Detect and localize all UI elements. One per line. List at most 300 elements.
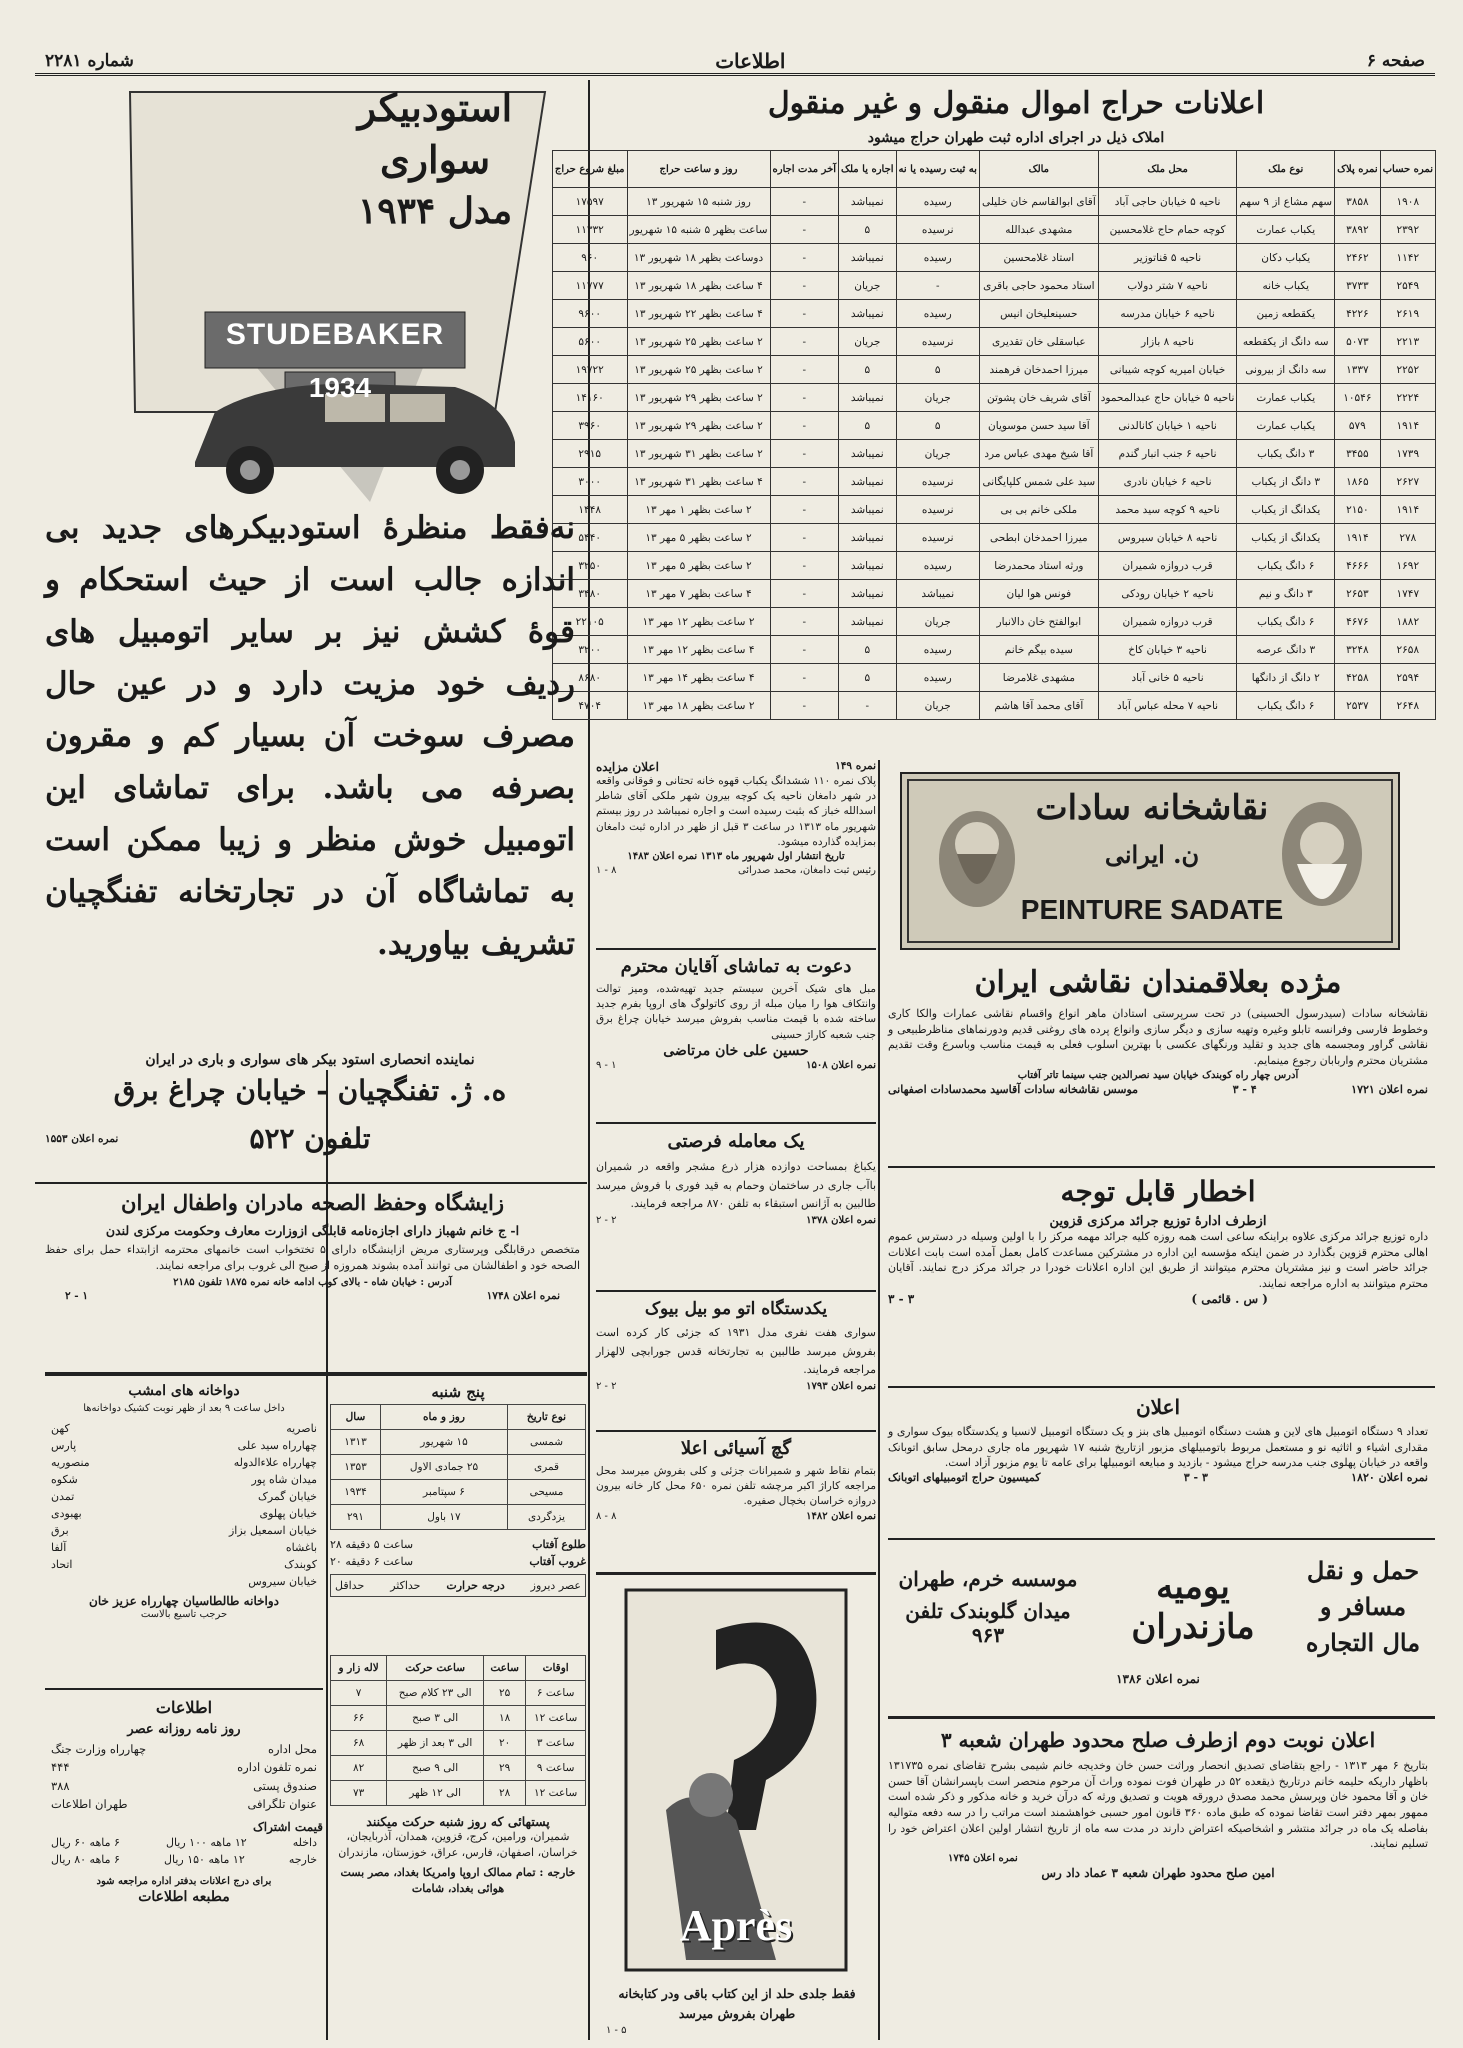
table-cell: نمیباشد <box>839 384 897 412</box>
cars-notice-no: نمره اعلان ۱۸۲۰ <box>1351 1470 1428 1484</box>
auction-table <box>552 150 1436 720</box>
trains-col-header: اوقات <box>526 1656 586 1681</box>
book-text: فقط جلدی حلد از این کتاب باقی ودر کتابخانه طهران بفروش میرسد <box>618 1986 856 2021</box>
maternity-num: ۱ - ۲ <box>65 1289 88 1302</box>
table-cell: نرسیده <box>896 496 979 524</box>
pharmacy-location: خیابان سیروس <box>248 1575 317 1589</box>
table-cell: رسیده <box>896 636 979 664</box>
pharmacy-footer2: حرجب تاسیع بالاست <box>140 1609 228 1621</box>
table-row <box>552 636 1435 664</box>
table-cell: ۲ ساعت بظهر ۱ مهر ۱۳ <box>627 496 770 524</box>
transport-notice: نمره اعلان ۱۳۸۶ <box>1116 1672 1200 1686</box>
cars-body: تعداد ۹ دستگاه اتومبیل های لاین و هشت دستگاه اتومبیل های بنز و یک دستگاه اتومبیل لانسیا و یکدستگاه بیوک سواری و مقداری اشیاء و اثاثیه نو و مستعمل مربوط باتومبیلهای مزبور ازتاریخ شنبه ۱۷ شهریور ماه جاری درمحل سابق اتوبانک واقعه در خیابان پهلوی جنب مدرسه حراج میشود - بازدید و مبایعه اتومبیلها برای عامه تا یوم مزبور آزاد است. <box>888 1425 1429 1470</box>
table-cell: ۲ ساعت بظهر ۲۵ شهریور ۱۳ <box>627 328 770 356</box>
table-cell: یکباب عمارت <box>1237 412 1335 440</box>
table-row <box>552 524 1435 552</box>
table-cell: ۱۱۴۲ <box>1380 244 1435 272</box>
table-cell: ۳۸۵۸ <box>1335 188 1381 216</box>
table-cell: ۴ ساعت بظهر ۷ مهر ۱۳ <box>627 580 770 608</box>
post-title: پستهائی که روز شنبه حرکت میکنند <box>366 1814 550 1829</box>
pharmacy-title: دواخانه های امشب <box>128 1383 240 1399</box>
studebaker-body: نه‌فقط منظرهٔ استودبیکرهای جدید بی اندازه جالب است از حیث استحکام و قوهٔ کشش نیز بر سایر اتومبیل های ردیف خود مزیت دارد و در عین حال مصرف سوخت آن بسیار کم و مقرون بصرفه می باشد. برای تماشای این اتومبیل خوش منظر و زیبا ممکن است به تماشاگاه آن در تجارتخانه تفنگچیان تشریف بیاورید. <box>45 510 575 962</box>
table-cell: ۷ <box>331 1681 387 1706</box>
table-cell: سه دانگ از بیرونی <box>1237 356 1335 384</box>
table-cell: ناحیه ۵ خیابان حاجی آباد <box>1098 188 1237 216</box>
auction-col-header: مالک <box>979 151 1098 188</box>
table-cell: ۳۴۸۰ <box>552 580 627 608</box>
table-cell: ملکی خانم بی بی <box>979 496 1098 524</box>
page-header <box>35 48 1435 76</box>
table-cell: نمیباشد <box>839 524 897 552</box>
table-cell: ۲۹۱ <box>331 1505 381 1530</box>
table-cell: رسیده <box>896 244 979 272</box>
sadat-address: آدرس چهار راه کوبندک خیابان سید نصرالدین جنب سینما تاتر آفتاب <box>1017 1069 1299 1081</box>
warning-subtitle: ازطرف ادارهٔ توزیع جرائد مرکزی قزوین <box>1049 1214 1267 1229</box>
table-cell: سید علی شمس کلپایگانی <box>979 468 1098 496</box>
sale-body: پلاک نمره ۱۱۰ ششدانگ یکباب قهوه خانه تحتانی و فوقانی واقعه در شهر دامغان ناحیه یک کوچه بیرون شهر ملکی آقای شاطر اسدالله خباز که بثبت رسیده است و اجاره نمیباشد در روز بیستم شهریور ماه ۱۳۱۳ در ساعت ۳ قبل از ظهر در اداره ثبت دامغان بمزایده گذارده میشود. <box>596 775 876 848</box>
table-row <box>552 468 1435 496</box>
table-cell: ۱۵ شهریور <box>380 1430 507 1455</box>
table-cell: نمیباشد <box>839 300 897 328</box>
list-item <box>45 1437 323 1454</box>
book-ad <box>606 1580 868 2040</box>
plaster-ad <box>596 1434 876 1569</box>
table-cell: ناحیه ۸ خیابان سیروس <box>1098 524 1237 552</box>
info-value: ۳۸۸ <box>51 1778 70 1793</box>
logo-text: STUDEBAKER <box>225 318 445 351</box>
table-cell: ۶ دانگ یکباب <box>1237 608 1335 636</box>
transport-ad <box>888 1542 1428 1712</box>
deal-ad <box>596 1126 876 1286</box>
info-label: صندوق پستی <box>253 1778 317 1793</box>
list-item <box>45 1505 323 1522</box>
list-item <box>51 1834 317 1852</box>
table-cell: دوساعت بظهر ۱۸ شهریور ۱۳ <box>627 244 770 272</box>
buick-num: ۲ - ۲ <box>596 1381 617 1393</box>
table-cell: جریان <box>896 440 979 468</box>
pharmacy-name: شکوه <box>51 1473 78 1487</box>
auction-col-header: نوع ملک <box>1237 151 1335 188</box>
table-cell: کوچه حمام حاج غلامحسین <box>1098 216 1237 244</box>
table-cell: ۲۵ جمادی الاول <box>380 1455 507 1480</box>
table-cell: ۲۸ <box>483 1781 525 1806</box>
table-cell: ۲۷۸ <box>1380 524 1435 552</box>
table-cell: ۴ ساعت بظهر ۱۲ مهر ۱۳ <box>627 636 770 664</box>
table-cell: حسینعلیخان انیس <box>979 300 1098 328</box>
cars-notice <box>888 1390 1428 1540</box>
table-cell: ۶۶ <box>331 1706 387 1731</box>
court-title: اعلان نوبت دوم ازطرف صلح محدود طهران شعبه ۳ <box>940 1728 1376 1752</box>
pharmacy-name: منصوریه <box>51 1456 90 1470</box>
pharmacy-location: میدان شاه پور <box>251 1473 317 1487</box>
subscription-cell: ۶ ماهه ۸۰ ریال <box>51 1853 120 1867</box>
table-cell: الی ۳ صبح <box>387 1706 484 1731</box>
table-row <box>552 412 1435 440</box>
ettelaat-title: اطلاعات <box>155 1698 213 1717</box>
pharmacy-location: چهارراه سید علی <box>237 1439 317 1453</box>
cars-title: اعلان <box>1135 1395 1181 1419</box>
list-item <box>45 1454 323 1471</box>
temp-label: درجه حرارت <box>446 1579 505 1593</box>
table-cell: ۱۷۳۹ <box>1380 440 1435 468</box>
table-cell: ۴۲۵۸ <box>1335 664 1381 692</box>
table-cell: ورثه استاد محمدرضا <box>979 552 1098 580</box>
table-cell: - <box>770 440 839 468</box>
table-cell: - <box>896 272 979 300</box>
table-cell: ۵ <box>839 356 897 384</box>
table-cell: شمسی <box>508 1430 586 1455</box>
table-cell: ۲ ساعت بظهر ۵ مهر ۱۳ <box>627 552 770 580</box>
table-cell: ۱۹۰۸ <box>1380 188 1435 216</box>
table-cell: - <box>770 496 839 524</box>
table-cell: جریان <box>896 692 979 720</box>
table-cell: ۶ دانگ یکباب <box>1237 692 1335 720</box>
table-cell: ۳۸۹۲ <box>1335 216 1381 244</box>
table-cell: ۲۲۱۳ <box>1380 328 1435 356</box>
info-value: ۴۴۴ <box>51 1760 70 1775</box>
table-row <box>552 328 1435 356</box>
list-item <box>51 1851 317 1869</box>
table-cell: ۲۹ <box>483 1756 525 1781</box>
table-cell: - <box>770 244 839 272</box>
trains-col-header: ساعت <box>483 1656 525 1681</box>
studebaker-year: 1934 <box>308 372 372 403</box>
almanac-box <box>330 1380 586 1650</box>
pharmacy-name: برق <box>51 1524 69 1538</box>
table-cell: ۳۲۰۰ <box>552 636 627 664</box>
table-cell: ۲۶۴۸ <box>1380 692 1435 720</box>
table-cell: ۱۹۳۴ <box>331 1480 381 1505</box>
table-cell: نمیباشد <box>839 188 897 216</box>
ettelaat-footer: برای درج اعلانات بدفتر اداره مراجعه شود <box>96 1875 272 1887</box>
table-cell: ۹۶۰ <box>552 244 627 272</box>
table-cell: ۵ <box>896 412 979 440</box>
table-cell: جریان <box>896 384 979 412</box>
table-cell: ناحیه ۵ قناتوزیر <box>1098 244 1237 272</box>
auction-col-header: روز و ساعت حراج <box>627 151 770 188</box>
table-cell: ۵ <box>839 636 897 664</box>
pharmacy-location: کوبندک <box>284 1558 317 1572</box>
sadat-banner <box>900 772 1400 950</box>
table-cell: رسیده <box>896 552 979 580</box>
table-cell: یکباب عمارت <box>1237 384 1335 412</box>
ettelaat-footer2: مطبعه اطلاعات <box>138 1888 230 1905</box>
table-cell: ۵ <box>839 216 897 244</box>
list-item <box>51 1777 317 1795</box>
table-cell: مشهدی عبدالله <box>979 216 1098 244</box>
table-cell: ۲۴۶۲ <box>1335 244 1381 272</box>
trains-table <box>330 1655 586 1806</box>
almanac-col-header: نوع تاریخ <box>508 1405 586 1430</box>
table-cell: ۱۷۴۷ <box>1380 580 1435 608</box>
table-row <box>552 608 1435 636</box>
sadat-title: مژده بعلاقمندان نقاشی ایران <box>974 965 1342 1000</box>
table-cell: ۱۷ باول <box>380 1505 507 1530</box>
maternity-notice: نمره اعلان ۱۷۴۸ <box>486 1289 560 1302</box>
table-cell: ۳۷۳۳ <box>1335 272 1381 300</box>
table-cell: ۵ <box>896 356 979 384</box>
table-cell: ۳ دانگ یکباب <box>1237 440 1335 468</box>
table-cell: ناحیه ۷ شتر دولاب <box>1098 272 1237 300</box>
table-row <box>552 664 1435 692</box>
transport-left: حمل و نقل مسافر و مال التجاره <box>1305 1556 1421 1657</box>
table-row <box>552 356 1435 384</box>
court-notice <box>888 1722 1428 2040</box>
table-cell: ساعت ۹ <box>526 1756 586 1781</box>
table-cell: خیابان امیریه کوچه شیبانی <box>1098 356 1237 384</box>
table-cell: نمیباشد <box>839 608 897 636</box>
sale-num: ۸ - ۱ <box>596 865 617 877</box>
table-cell: استاد محمود حاجی باقری <box>979 272 1098 300</box>
table-cell: نمیباشد <box>839 496 897 524</box>
table-cell: ناحیه ۱ خیابان کانالدنی <box>1098 412 1237 440</box>
auction-col-header: مبلغ شروع حراج <box>552 151 627 188</box>
auction-subtitle: املاک ذیل در اجرای اداره ثبت طهران حراج میشود <box>867 130 1165 146</box>
almanac-col-header: روز و ماه <box>380 1405 507 1430</box>
table-cell: - <box>770 216 839 244</box>
table-cell: آقای شریف خان پشوتن <box>979 384 1098 412</box>
table-cell: آقای ابوالقاسم خان خلیلی <box>979 188 1098 216</box>
deal-title: یک معامله فرصتی <box>667 1131 805 1152</box>
table-cell: ۱۱۳۳۲ <box>552 216 627 244</box>
table-cell: ۲ ساعت بظهر ۱۸ مهر ۱۳ <box>627 692 770 720</box>
table-cell: - <box>770 552 839 580</box>
pharmacy-name: کهن <box>51 1422 70 1435</box>
table-row <box>552 272 1435 300</box>
table-cell: ۵۶۰۰ <box>552 328 627 356</box>
sadat-notice: نمره اعلان ۱۷۲۱ <box>1351 1082 1428 1096</box>
table-row <box>331 1781 586 1806</box>
table-cell: - <box>770 468 839 496</box>
banner-fa: نقاشخانه سادات <box>1035 788 1269 828</box>
table-cell: ۵۰۷۳ <box>1335 328 1381 356</box>
table-cell: ۳۲۵۰ <box>552 552 627 580</box>
issue-number: شماره ۲۲۸۱ <box>45 50 134 71</box>
table-cell: ۲۳۹۲ <box>1380 216 1435 244</box>
sunset-label: غروب آفتاب <box>529 1555 586 1569</box>
table-cell: ۴ ساعت بظهر ۳۱ شهریور ۱۳ <box>627 468 770 496</box>
book-cover-title: Après <box>679 1901 793 1950</box>
subscription-cell: خارجه <box>288 1853 317 1867</box>
table-row <box>331 1681 586 1706</box>
book-num: ۵ - ۱ <box>606 2025 627 2036</box>
table-cell: - <box>770 300 839 328</box>
maternity-address: آدرس : خیابان شاه - بالای کوب ادامه خانه نمره ۱۸۷۵ تلفون ۲۱۸۵ <box>173 1276 452 1288</box>
buick-notice: نمره اعلان ۱۷۹۳ <box>806 1381 876 1393</box>
deal-notice: نمره اعلان ۱۳۷۸ <box>806 1215 876 1227</box>
table-cell: - <box>770 328 839 356</box>
table-cell: ساعت ۱۲ <box>526 1706 586 1731</box>
table-cell: - <box>770 636 839 664</box>
table-cell: الی ۹ صبح <box>387 1756 484 1781</box>
table-cell: میرزا احمدخان فرهمند <box>979 356 1098 384</box>
table-cell: - <box>770 272 839 300</box>
subscription-cell: ۱۲ ماهه ۱۵۰ ریال <box>164 1853 245 1867</box>
sadat-sign: موسس نقاشخانه سادات آقاسید محمدسادات اصفهانی <box>888 1082 1139 1096</box>
maternity-ad <box>45 1186 580 1366</box>
list-item <box>45 1488 323 1505</box>
table-cell: ابوالفتح خان دالانبار <box>979 608 1098 636</box>
table-cell: رسیده <box>896 300 979 328</box>
table-row <box>331 1430 586 1455</box>
plaster-notice: نمره اعلان ۱۴۸۲ <box>806 1510 876 1522</box>
temp-min: حداقل <box>335 1579 365 1593</box>
table-cell: ۱۳۵۳ <box>331 1455 381 1480</box>
table-cell: ۲ ساعت بظهر ۲۵ شهریور ۱۳ <box>627 356 770 384</box>
pharmacy-location: خیابان گمرک <box>258 1490 317 1504</box>
temp-yesterday: عصر دیروز <box>530 1579 581 1593</box>
warning-sign: ( س . قائمی ) <box>1191 1291 1268 1306</box>
table-cell: ۱۴۴۸ <box>552 496 627 524</box>
pharmacy-name: آلفا <box>51 1541 67 1555</box>
table-cell: ۶ سپتامبر <box>380 1480 507 1505</box>
table-cell: - <box>770 524 839 552</box>
table-row <box>331 1731 586 1756</box>
pharmacy-location: خیابان پهلوی <box>259 1507 317 1521</box>
table-cell: ۱۹۱۴ <box>1335 524 1381 552</box>
table-cell: ناحیه ۶ خیابان مدرسه <box>1098 300 1237 328</box>
table-cell: ۴۶۶۶ <box>1335 552 1381 580</box>
table-cell: آقا سید حسن موسویان <box>979 412 1098 440</box>
table-cell: ۱۸۸۲ <box>1380 608 1435 636</box>
table-cell: ۲۵۳۷ <box>1335 692 1381 720</box>
table-cell: - <box>770 188 839 216</box>
table-cell: ۳۹۶۰ <box>552 412 627 440</box>
pharmacy-location: چهارراه علاءالدوله <box>233 1456 317 1470</box>
almanac-col-header: سال <box>331 1405 381 1430</box>
table-cell: ۲۵۴۹ <box>1380 272 1435 300</box>
table-cell: یکباب دکان <box>1237 244 1335 272</box>
info-value: طهران اطلاعات <box>51 1797 128 1812</box>
table-cell: سهم مشاع از ۹ سهم <box>1237 188 1335 216</box>
table-cell: ۱۱۷۷۷ <box>552 272 627 300</box>
table-cell: نرسیده <box>896 524 979 552</box>
sunset-value: ساعت ۶ دقیقه ۲۰ <box>330 1555 414 1569</box>
table-row <box>552 496 1435 524</box>
post-box <box>330 1655 586 2040</box>
table-cell: - <box>770 608 839 636</box>
table-cell: یکباب خانه <box>1237 272 1335 300</box>
table-cell: ۲۶۵۳ <box>1335 580 1381 608</box>
table-cell: - <box>839 692 897 720</box>
sadat-body: نقاشخانه سادات (سیدرسول الحسینی) در تحت سرپرستی استادان ماهر انواع واقسام نقاشی عمارات والکا کاری وخطوط فارسی وفرانسه تابلو وغیره وتهیه سازی و دیگر سازی وانواع پرده های روغنی قدیم ودورنماهای مناظرطبیعی و نقاشی گراور ومجسمه های جدید و تقلید ورنگهای عکسی با بهترین اسلوب فعلی به قیمت مناسب وباسرع وقت تقدیم مشتریان محترم واربابان رجوع مینمایم. <box>888 1007 1428 1067</box>
table-cell: ۳ دانگ عرصه <box>1237 636 1335 664</box>
transport-right2: میدان گلوبندک تلفن ۹۶۳ <box>905 1599 1071 1647</box>
table-cell: ۲۶۲۷ <box>1380 468 1435 496</box>
table-cell: یکباب عمارت <box>1237 216 1335 244</box>
table-cell: - <box>770 692 839 720</box>
table-cell: سیده بیگم خانم <box>979 636 1098 664</box>
list-item <box>45 1522 323 1539</box>
table-cell: نرسیده <box>896 328 979 356</box>
studebaker-phone: تلفون ۵۲۲ <box>249 1122 371 1155</box>
table-cell: ۱۰۵۴۶ <box>1335 384 1381 412</box>
table-cell: ۳ دانگ از یکباب <box>1237 468 1335 496</box>
deal-body: یکباغ بمساحت دوازده هزار ذرع مشجر واقعه در شمیران باآب جاری در ساختمان وحمام به قید فوری با فروش میرسد طالبین به آژانس استبقاء به تلفن ۸۷۰ مراجعه فرمایند. <box>596 1160 876 1211</box>
table-cell: ۴ ساعت بظهر ۲۲ شهریور ۱۳ <box>627 300 770 328</box>
table-cell: نمیباشد <box>839 468 897 496</box>
auction-col-header: آخر مدت اجاره <box>770 151 839 188</box>
trains-col-header: لاله زار و <box>331 1656 387 1681</box>
list-item <box>51 1795 317 1813</box>
ettelaat-info <box>45 1688 323 2038</box>
table-row <box>552 440 1435 468</box>
sunrise-value: ساعت ۵ دقیقه ۲۸ <box>330 1538 414 1551</box>
info-value: چهارراه وزارت جنگ <box>51 1742 147 1756</box>
table-cell: ۱۳۳۷ <box>1335 356 1381 384</box>
headline-line3: مدل ۱۹۳۴ <box>357 190 513 232</box>
table-cell: ناحیه ۵ خیابان حاج عبدالمحمود <box>1098 384 1237 412</box>
table-row <box>331 1756 586 1781</box>
table-cell: ۵ <box>839 664 897 692</box>
list-item <box>45 1573 323 1590</box>
pharmacy-name: تمدن <box>51 1490 75 1504</box>
table-cell: ۶ دانگ یکباب <box>1237 552 1335 580</box>
table-cell: ۱۹۱۴ <box>1380 496 1435 524</box>
table-cell: ساعت ۳ <box>526 1731 586 1756</box>
sale-149 <box>596 760 876 950</box>
invite-ad <box>596 952 876 1122</box>
sale-sign: رئیس ثبت دامغان، محمد صدرائی <box>737 865 876 877</box>
table-cell: مشهدی غلامرضا <box>979 664 1098 692</box>
table-cell: ۱۷۵۹۷ <box>552 188 627 216</box>
banner-sub: ن. ایرانی <box>1104 840 1200 869</box>
table-cell: - <box>770 384 839 412</box>
table-cell: قرب دروازه شمیران <box>1098 552 1237 580</box>
warning-body: داره توزیع جرائد مرکزی علاوه براینکه ساعی است همه روزه کلیه جرائد مهمه مرکز را با اولین وسیله در دسترس عموم اهالی محترم قزوین بگذارد در ضمن اینکه مؤسسه این اداره در مشترکین مساعدت کامل بعمل آمده است بابت اعلانات جرائد حاضر است و نیز مشتریان محترم میتوانند از طریق این اداره اعلانات خودرا در جرائد مرکز درج نمایند. آقایان محترم میتوانند به اداره مراجعه نمایند. <box>888 1230 1429 1290</box>
studebaker-logo <box>205 318 465 352</box>
sadat-ad <box>888 960 1428 1160</box>
subscription-label: قیمت اشتراک <box>253 1819 323 1834</box>
table-cell: رسیده <box>896 188 979 216</box>
auction-title: اعلانات حراج اموال منقول و غیر منقول <box>767 86 1265 121</box>
table-cell: ۱۸ <box>483 1706 525 1731</box>
table-cell: یزدگردی <box>508 1505 586 1530</box>
info-label: عنوان تلگرافی <box>247 1797 317 1812</box>
maternity-title: زایشگاه وحفظ الصحه مادران واطفال ایران <box>121 1190 504 1215</box>
table-cell: ۲ دانگ از دانگها <box>1237 664 1335 692</box>
table-cell: ۳ دانگ و نیم <box>1237 580 1335 608</box>
table-cell: جریان <box>839 328 897 356</box>
table-row <box>552 244 1435 272</box>
cars-num: ۳ - ۳ <box>1183 1470 1208 1484</box>
almanac-title: پنج شنبه <box>431 1383 485 1401</box>
table-row <box>331 1706 586 1731</box>
sale-title: اعلان مزایده <box>596 760 659 774</box>
headline-line1: استودبیکر <box>357 85 513 130</box>
auction-col-header: به ثبت رسیده یا نه <box>896 151 979 188</box>
table-cell: ۱۹۷۲۲ <box>552 356 627 384</box>
studebaker-company: ه. ژ. تفنگچیان - خیابان چراغ برق <box>113 1074 507 1107</box>
table-cell: نرسیده <box>896 468 979 496</box>
pharmacy-name: اتحاد <box>51 1558 73 1572</box>
sale-notice-no: نمره ۱۴۹ <box>835 760 876 772</box>
table-cell: آقا شیخ مهدی عباس مرد <box>979 440 1098 468</box>
list-item <box>45 1539 323 1556</box>
table-cell: فونس هوا لیان <box>979 580 1098 608</box>
invite-num: ۱ - ۹ <box>596 1059 617 1071</box>
table-cell: ۲ ساعت بظهر ۵ مهر ۱۳ <box>627 524 770 552</box>
table-cell: ساعت ۱۲ <box>526 1781 586 1806</box>
table-cell: میرزا احمدخان ابطحی <box>979 524 1098 552</box>
table-cell: ۶۸ <box>331 1731 387 1756</box>
table-cell: آقای محمد آقا هاشم <box>979 692 1098 720</box>
table-cell: قرب دروازه شمیران <box>1098 608 1237 636</box>
table-cell: یکقطعه زمین <box>1237 300 1335 328</box>
table-cell: ۹۶۰۰ <box>552 300 627 328</box>
court-body: بتاریخ ۶ مهر ۱۳۱۳ - راجع بتقاضای تصدیق انحصار وراثت حسن خان وخدیجه خانم شیمی بشرح تقاضای نمره ۱۳۱۷۳۵ باظهار داریکه حلیمه خانم درتاریخ ذیقعده ۵۲ در طهران فوت نموده وراث آن مرحوم منحصر است باپسرانشان آقا حسن خان و آقا محمود خان وپرسش محمد مصدق درورقه هویت و تصدیق ورثه که درآن خرید و خانه مذکور و ذکر شده است ممهور بمهر دفتر است تقاضا نموده که طبق ماده ۳۶۰ قانون امور حسبی خواهشمند است مراتب را در سه دفعه متوالیه بفاصله یک ماه در جرائد منتشر و اشخاصیکه اعتراض دارند در مدت سه ماه از تاریخ انتشار اولین اعلان اعتراض خود را تسلیم نمایند. <box>888 1759 1428 1851</box>
table-cell: ناحیه ۷ محله عباس آباد <box>1098 692 1237 720</box>
